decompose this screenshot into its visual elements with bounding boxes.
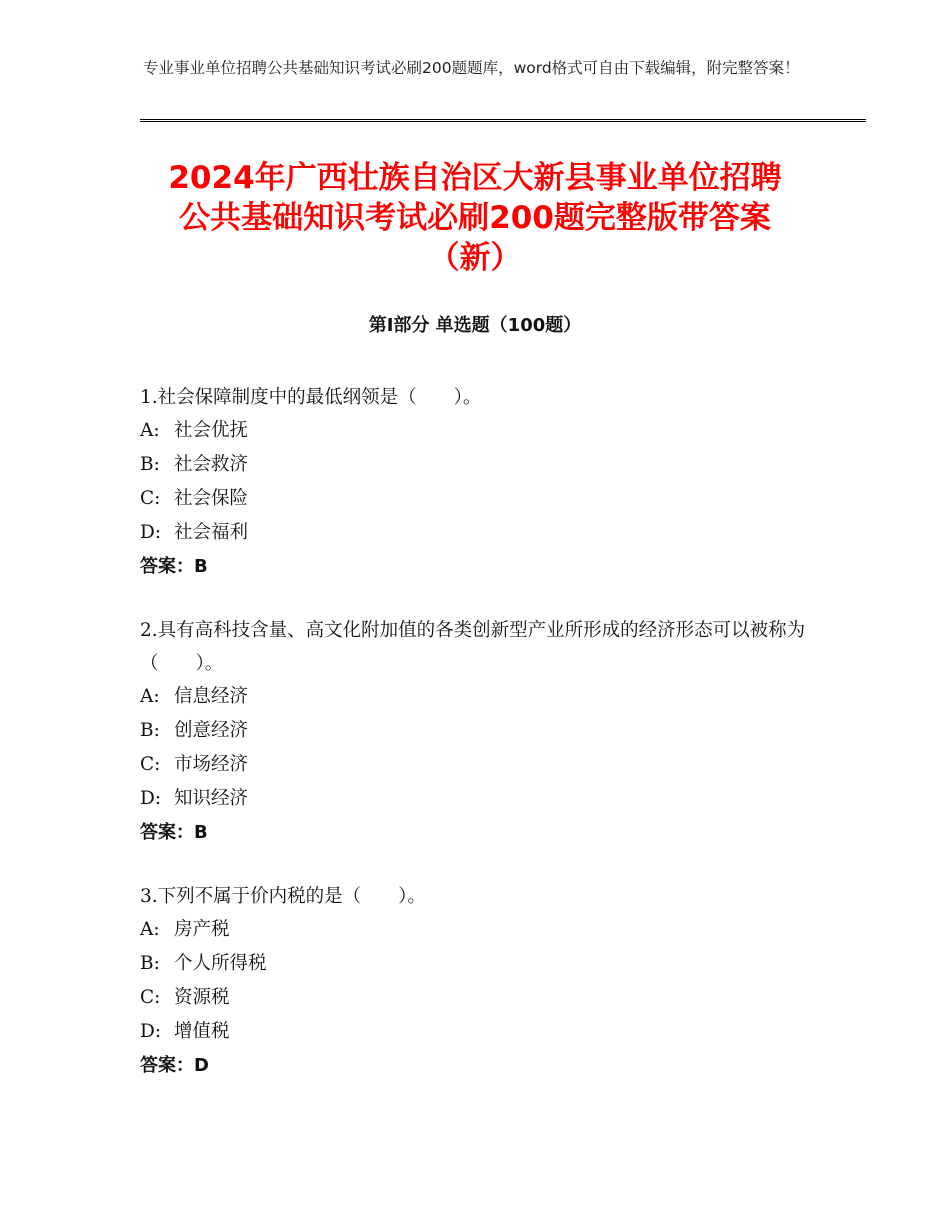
option-text: 市场经济 <box>174 754 249 775</box>
option-text: 增值税 <box>174 1021 230 1042</box>
option-letter: B: <box>140 720 160 741</box>
option-text: 社会救济 <box>174 454 249 475</box>
option-letter: C: <box>140 754 161 775</box>
option-b <box>140 947 820 981</box>
option-text: 信息经济 <box>174 686 249 707</box>
answer-label: 答案：B <box>140 556 208 577</box>
document-title <box>100 158 850 278</box>
option-letter: B: <box>140 953 160 974</box>
section-heading: 第Ⅰ部分 单选题（100题） <box>368 315 582 336</box>
option-text: 资源税 <box>174 987 230 1008</box>
option-c <box>140 981 820 1015</box>
option-d <box>140 1015 820 1049</box>
title-line-1: 2024年广西壮族自治区大新县事业单位招聘 <box>168 160 782 196</box>
title-line-3: （新） <box>428 240 522 276</box>
option-text: 个人所得税 <box>174 953 267 974</box>
option-letter: D: <box>140 522 162 543</box>
option-a <box>140 680 820 714</box>
option-a <box>140 414 820 448</box>
option-text: 知识经济 <box>174 788 249 809</box>
header-divider <box>140 119 866 122</box>
page-header: 专业事业单位招聘公共基础知识考试必刷200题题库，word格式可自由下载编辑，附完整答案！ <box>143 59 800 77</box>
option-text: 社会优抚 <box>174 420 249 441</box>
option-letter: D: <box>140 788 162 809</box>
option-letter: A: <box>140 919 160 940</box>
option-d <box>140 782 820 816</box>
option-letter: A: <box>140 686 160 707</box>
question-list <box>140 381 820 1113</box>
question-2 <box>140 614 820 850</box>
option-text: 社会保险 <box>174 488 249 509</box>
title-line-2: 公共基础知识考试必刷200题完整版带答案 <box>179 200 771 236</box>
option-c <box>140 482 820 516</box>
question-stem: 2.具有高科技含量、高文化附加值的各类创新型产业所形成的经济形态可以被称为（ ）。 <box>140 620 806 674</box>
question-stem: 1.社会保障制度中的最低纲领是（ ）。 <box>140 387 482 408</box>
question-stem: 3.下列不属于价内税的是（ ）。 <box>140 886 426 907</box>
option-text: 房产税 <box>174 919 230 940</box>
option-d <box>140 516 820 550</box>
option-a <box>140 913 820 947</box>
option-c <box>140 748 820 782</box>
option-letter: A: <box>140 420 160 441</box>
question-3 <box>140 880 820 1083</box>
question-1 <box>140 381 820 584</box>
option-letter: D: <box>140 1021 162 1042</box>
option-letter: C: <box>140 987 161 1008</box>
option-text: 社会福利 <box>174 522 249 543</box>
option-letter: C: <box>140 488 161 509</box>
option-text: 创意经济 <box>174 720 249 741</box>
option-b <box>140 714 820 748</box>
option-b <box>140 448 820 482</box>
answer-label: 答案：B <box>140 822 208 843</box>
answer-label: 答案：D <box>140 1055 209 1076</box>
option-letter: B: <box>140 454 160 475</box>
